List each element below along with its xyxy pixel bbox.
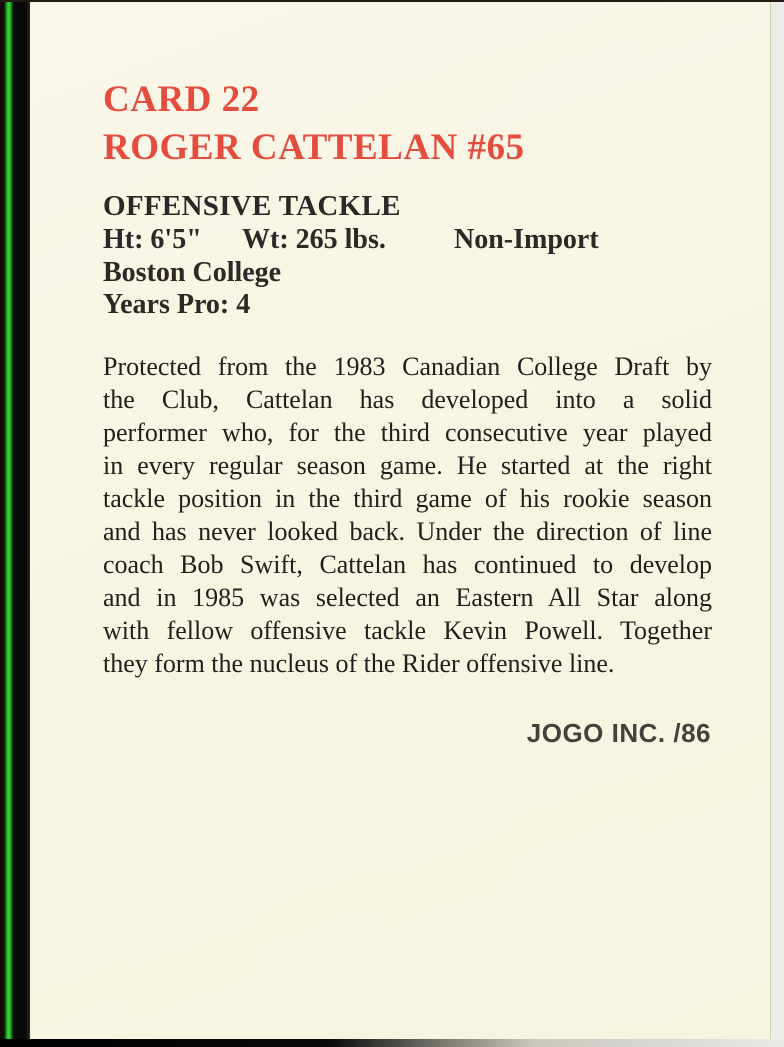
years-pro: Years Pro: 4: [103, 289, 251, 320]
stat-weight: Wt: 265 lbs.: [242, 224, 386, 255]
card-number: CARD 22: [103, 79, 260, 120]
bio-line: Protected from the 1983 Canadian College Draft by: [103, 352, 712, 381]
bio-line: in every regular season game. He started at the right: [103, 451, 712, 480]
card-surface: [30, 2, 770, 1040]
stat-height: Ht: 6'5": [103, 224, 202, 255]
player-name: ROGER CATTELAN #65: [103, 127, 525, 168]
stat-import-status: Non-Import: [454, 224, 599, 255]
scanner-right-sliver: [770, 0, 784, 1047]
bio-line: performer who, for the third consecutive year played: [103, 418, 712, 447]
bio-paragraph: [103, 350, 712, 680]
bio-line: the Club, Cattelan has developed into a solid: [103, 385, 712, 414]
publisher-credit: JOGO INC. /86: [526, 718, 711, 748]
scanner-edge-strip: [0, 0, 30, 1047]
bio-line: coach Bob Swift, Cattelan has continued to develop: [103, 550, 712, 579]
stats-row: [103, 223, 723, 256]
college: Boston College: [103, 257, 282, 288]
bio-line: they form the nucleus of the Rider offensive line.: [103, 649, 615, 678]
bio-line: and has never looked back. Under the direction of line: [103, 517, 712, 546]
scanner-bottom-edge: [0, 1039, 784, 1047]
position-title: OFFENSIVE TACKLE: [103, 190, 401, 222]
bio-line: and in 1985 was selected an Eastern All Star along: [103, 583, 712, 612]
bio-line: tackle position in the third game of his rookie season: [103, 484, 712, 513]
scanner-top-edge: [0, 0, 784, 2]
bio-line: with fellow offensive tackle Kevin Powell. Together: [103, 616, 712, 645]
